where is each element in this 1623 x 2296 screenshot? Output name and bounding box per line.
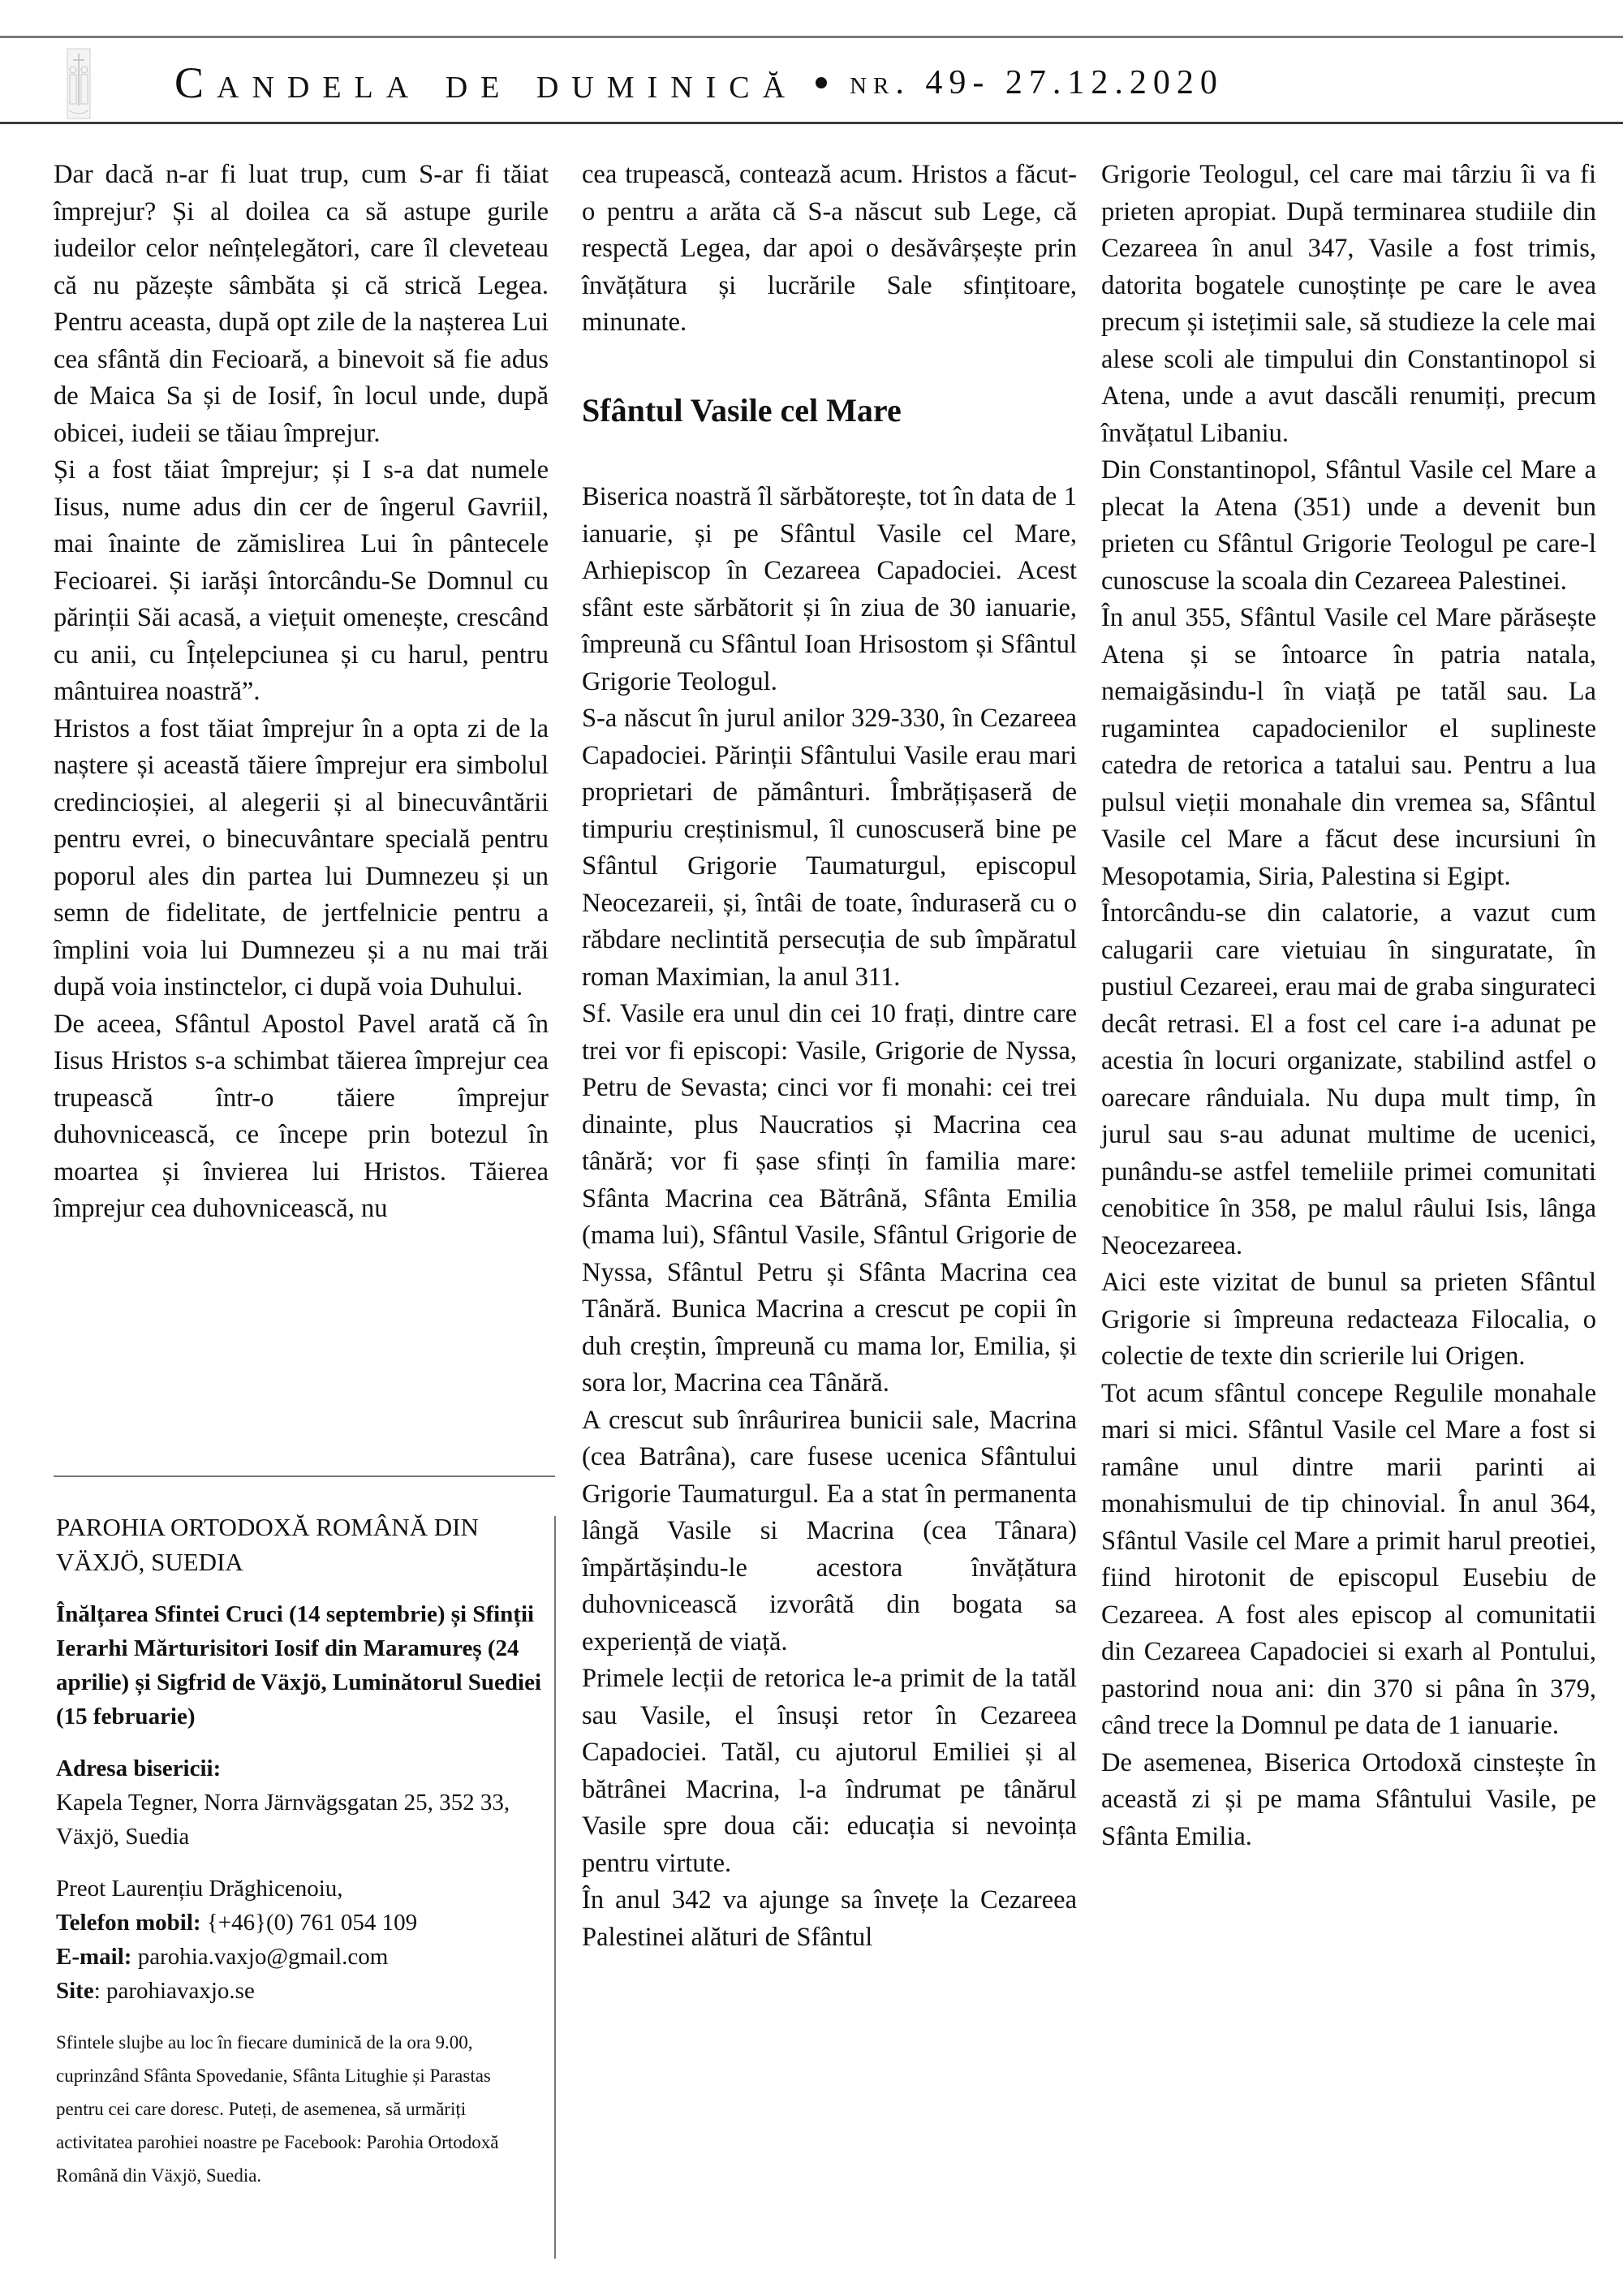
article-paragraph: Aici este vizitat de bunul sa prieten Sfântul Grigorie si împreuna redacteaza Filocalia, o colectie de texte din scrierile lui Origen. (1101, 1268, 1596, 1371)
article-paragraph: Întorcându-se din calatorie, a vazut cum calugarii care vietuiau în singuratate, în pustiul Cezareei, erau mai de graba singurateci decât retrasi. El a fost cel care i-a adunat pe acestia în locuri organizate, stabilind astfel o oarecare rânduiala. Nu dupa mult timp, în jurul sau s-au adunat multime de ucenici, punându-se astfel temeliile primei comunitati cenobitice în 358, pe malul râului Isis, lânga Neocezareea. (1101, 898, 1596, 1260)
address-value: Kapela Tegner, Norra Järnvägsgatan 25, 352 33, Växjö, Suedia (56, 1790, 510, 1850)
address-label: Adresa bisericii: (56, 1755, 222, 1781)
article-paragraph: S-a născut în jurul anilor 329-330, în Cezareea Capadociei. Părinții Sfântului Vasile erau mari proprietari de pământuri. Îmbrățișaseră de timpuriu creștinismul, îl cunoscuseră bine pe Sfântul Grigorie Taumaturgul, episcopul Neocezareii, și, întâi de toate, înduraseră cu o răbdare neclintită persecuția de sub împăratul roman Maximian, la anul 311. (582, 704, 1077, 992)
article-paragraph: A crescut sub înrâurirea bunicii sale, Macrina (cea Batrâna), care fusese ucenica Sfântului Grigorie Taumaturgul. Ea a stat în permanenta lângă Vasile si Macrina (cea Tânara) împărtășindu-le acestora învățătura duhovnicească izvorâtă din bogata sa experiență de viață. (582, 1405, 1077, 1656)
article-paragraph: De asemenea, Biserica Ortodoxă cinstește în această zi și pe mama Sfântului Vasile, pe Sfânta Emilia. (1101, 1747, 1596, 1851)
parish-logo-icon (67, 47, 91, 120)
article-column-2 (582, 157, 1077, 1956)
article-paragraph: Și a fost tăiat împrejur; și I s-a dat numele Iisus, nume adus din cer de îngerul Gavriil, mai înainte de zămislirea Lui în pântecele Fecioarei. Și iarăși întorcându-Se Domnul cu părinții Săi acasă, a viețuit omenește, crescând cu anii, cu Înțelepciunea și cu harul, pentru mântuirea noastră”. (54, 455, 549, 706)
priest-name: Preot Laurențiu Drăghicenoiu, (56, 1876, 343, 1902)
email-label: E-mail: (56, 1944, 132, 1970)
services-note: Sfintele slujbe au loc în fiecare duminică de la ora 9.00, cuprinzând Sfânta Spovedanie, Sfânta Litughie și Parastas pentru cei care doresc. Puteți, de asemenea, să urmăriți activitatea parohiei noastre pe Facebook: Parohia Ortodoxă Română din Växjö, Suedia. (56, 2032, 499, 2186)
article-paragraph: cea trupească, contează acum. Hristos a făcut-o pentru a arăta că S-a născut sub Lege, că respectă Legea, dar apoi o desăvârșește prin învățătura și lucrările Sale sfințitoare, minunate. (582, 160, 1077, 337)
parish-feasts: Înălțarea Sfintei Cruci (14 septembrie) și Sfinții Ierarhi Mărturisitori Iosif din Maramureș (24 aprilie) și Sigfrid de Växjö, Luminătorul Suediei (15 februarie) (56, 1601, 542, 1730)
article-paragraph: Tot acum sfântul concepe Regulile monahale mari si mici. Sfântul Vasile cel Mare a fost si ramâne unul dintre marii parinti ai monahismului de tip chinovial. În anul 364, Sfântul Vasile cel Mare a primit harul preotiei, fiind hirotonit de episcopul Eusebiu de Cezareea. A fost ales episcop al comunitatii din Cezareea Capadociei si exarh al Pontului, pastorind noua ani: din 370 si pâna în 379, când trece la Domnul pe data de 1 ianuarie. (1101, 1378, 1596, 1740)
section-heading: Sfântul Vasile cel Mare (582, 391, 902, 429)
email-link[interactable]: parohia.vaxjo@gmail.com (137, 1944, 389, 1970)
article-paragraph: Grigorie Teologul, cel care mai târziu îi va fi prieten apropiat. După terminarea studiile din Cezareea în anul 347, Vasile a fost trimis, datorita bogatele cunoștințe pe care le avea precum și istețimii sale, să studieze la cele mai alese scoli ale timpului din Constantinopol si Atena, unde a avut dascăli renumiți, precum învățatul Libaniu. (1101, 160, 1596, 448)
article-paragraph: De aceea, Sfântul Apostol Pavel arată că în Iisus Hristos s-a schimbat tăierea împrejur cea trupească într-o tăiere împrejur duhovnicească, ce începe prin botezul în moartea și învierea lui Hristos. Tăierea împrejur cea duhovnicească, nu (54, 1009, 549, 1223)
phone-value: {+46}(0) 761 054 109 (206, 1910, 418, 1936)
article-column-1 (54, 157, 549, 1228)
site-link[interactable]: : parohiavaxjo.se (93, 1978, 255, 2004)
bullet-separator-icon (816, 77, 827, 88)
article-paragraph: Biserica noastră îl sărbătorește, tot în data de 1 ianuarie, și pe Sfântul Vasile cel Mare, Arhiepiscop în Cezareea Capadociei. Acest sfânt este sărbătorit și în ziua de 30 ianuarie, împreună cu Sfântul Ioan Hrisostom și Sfântul Grigorie Teologul. (582, 482, 1077, 696)
article-paragraph: Primele lecții de retorica le-a primit de la tatăl sau Vasile, el însuși retor în Cezareea Capadociei. Tatăl, cu ajutorul Emiliei și al bătrânei Macrina, l-a îndrumat pe tânărul Vasile spre doua căi: educația si nevoința pentru virtute. (582, 1664, 1077, 1878)
article-column-3 (1101, 157, 1596, 1855)
masthead (174, 50, 1224, 115)
header-rule-top (0, 36, 1623, 38)
header-rule-bottom (0, 122, 1623, 124)
vertical-divider (554, 1516, 556, 2259)
parish-info-box (56, 1510, 543, 2192)
article-paragraph: Sf. Vasile era unul din cei 10 frați, dintre care trei vor fi episcopi: Vasile, Grigorie de Nyssa, Petru de Sevasta; cinci vor fi monahi: cei trei dinainte, plus Naucratios și Macrina cea tânără; vor fi șase sfinți în familia mare: Sfânta Macrina cea Bătrână, Sfânta Emilia (mama lui), Sfântul Vasile, Sfântul Grigorie de Nyssa, Sfântul Petru și Sfânta Macrina cea Tânără. Bunica Macrina a crescut pe copii în duh creștin, împreună cu mama lor, Emilia, și sora lor, Macrina cea Tânără. (582, 999, 1077, 1398)
phone-label: Telefon mobil: (56, 1910, 201, 1936)
newsletter-title: Candela de duminică (174, 58, 799, 107)
article-paragraph: În anul 342 va ajunge sa învețe la Cezareea Palestinei alături de Sfântul (582, 1885, 1077, 1952)
site-label: Site (56, 1978, 94, 2004)
article-paragraph: Din Constantinopol, Sfântul Vasile cel Mare a plecat la Atena (351) unde a devenit bun prieten cu Sfântul Grigorie Teologul pe care-l cunoscuse la scoala din Cezareea Palestinei. (1101, 455, 1596, 596)
article-paragraph: În anul 355, Sfântul Vasile cel Mare părăsește Atena și se întoarce în patria natala, nemaigăsindu-l în viață pe tatăl sau. La rugamintea capadocienilor el suplineste catedra de retorica a tatalui sau. Pentru a lua pulsul vieții monahale din vremea sa, Sfântul Vasile cel Mare a făcut dese incursiuni în Mesopotamia, Siria, Palestina si Egipt. (1101, 603, 1596, 891)
article-paragraph: Hristos a fost tăiat împrejur în a opta zi de la naștere și această tăiere împrejur era simbolul credincioșiei, al alegerii și al binecuvântării pentru evrei, o binecuvântare specială pentru poporul ales din partea lui Dumnezeu și un semn de fidelitate, de jertfelnicie pentru a împlini voia lui Dumnezeu și a nu mai trăi după voia instinctelor, ci după voia Duhului. (54, 713, 549, 1002)
parish-name: PAROHIA ORTODOXĂ ROMÂNĂ DIN VÄXJÖ, SUEDIA (56, 1513, 479, 1576)
church-address (56, 1751, 543, 1854)
article-paragraph: Dar dacă n-ar fi luat trup, cum S-ar fi tăiat împrejur? Și al doilea ca să astupe gurile iudeilor celor neînțelegători, care îl cleveteau că nu păzește sâmbăta și că strică Legea. Pentru aceasta, după opt zile de la nașterea Lui cea sfântă din Fecioară, a binevoit să fie adus de Maica Sa și de Iosif, în locul unde, după obicei, iudeii se tăiau împrejur. (54, 160, 549, 448)
column-divider (54, 1475, 555, 1477)
contact-info (56, 1872, 543, 2008)
issue-number-date: nr. 49- 27.12.2020 (850, 64, 1224, 101)
